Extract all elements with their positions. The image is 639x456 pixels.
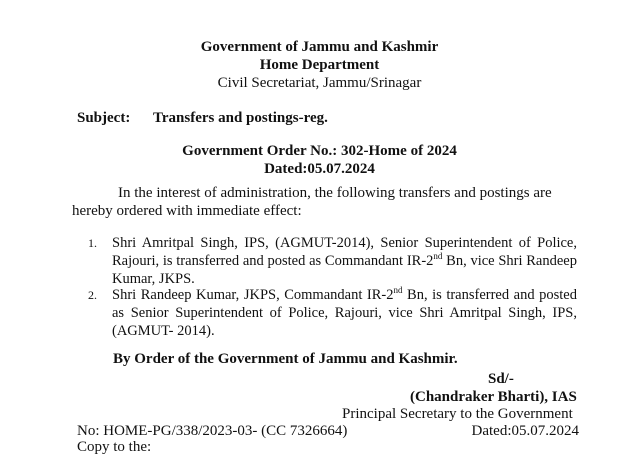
- signatory-name: (Chandraker Bharti), IAS: [410, 389, 577, 405]
- list-item: [112, 234, 577, 288]
- department-title: Home Department: [259, 57, 380, 73]
- subject-label: Subject:: [77, 110, 131, 126]
- sd-mark: Sd/-: [488, 371, 514, 387]
- ordinal-suffix: nd: [393, 285, 403, 296]
- intro-line-1: In the interest of administration, the following transfers and postings are: [118, 185, 552, 201]
- list-item: [112, 286, 577, 340]
- reference-line: [77, 422, 579, 440]
- ordinal-suffix: nd: [433, 251, 443, 262]
- order-date: Dated:05.07.2024: [264, 161, 375, 177]
- govt-title: Government of Jammu and Kashmir: [200, 39, 439, 55]
- copy-to-partial: Copy to the:: [77, 439, 152, 455]
- item-text: Shri Amritpal Singh, IPS, (AGMUT-2014), Senior Superintendent of Police, Rajouri, is transferred and posted as Commandant IR-2: [112, 235, 577, 269]
- by-order-line: By Order of the Government of Jammu and Kashmir.: [113, 351, 458, 367]
- subject-text: Transfers and postings-reg.: [153, 110, 328, 126]
- intro-line-2: hereby ordered with immediate effect:: [72, 203, 302, 219]
- secretariat-address: Civil Secretariat, Jammu/Srinagar: [217, 75, 422, 91]
- reference-date: Dated:05.07.2024: [471, 423, 579, 439]
- item-text-cont: Bn, vice Shri Randeep Kumar, JKPS.: [112, 253, 577, 287]
- item-number: 1.: [88, 236, 97, 250]
- reference-number: No: HOME-PG/338/2023-03- (CC 7326664): [77, 423, 348, 439]
- signatory-designation: Principal Secretary to the Government: [342, 406, 573, 422]
- item-number: 2.: [88, 288, 97, 302]
- item-text: Shri Randeep Kumar, JKPS, Commandant IR-2: [112, 287, 394, 303]
- item-text-cont: Bn, is transferred and posted as Senior Superintendent of Police, Rajouri, vice Shri Amritpal Singh, IPS, (AGMUT- 2014).: [112, 287, 577, 339]
- order-number: Government Order No.: 302-Home of 2024: [182, 143, 457, 159]
